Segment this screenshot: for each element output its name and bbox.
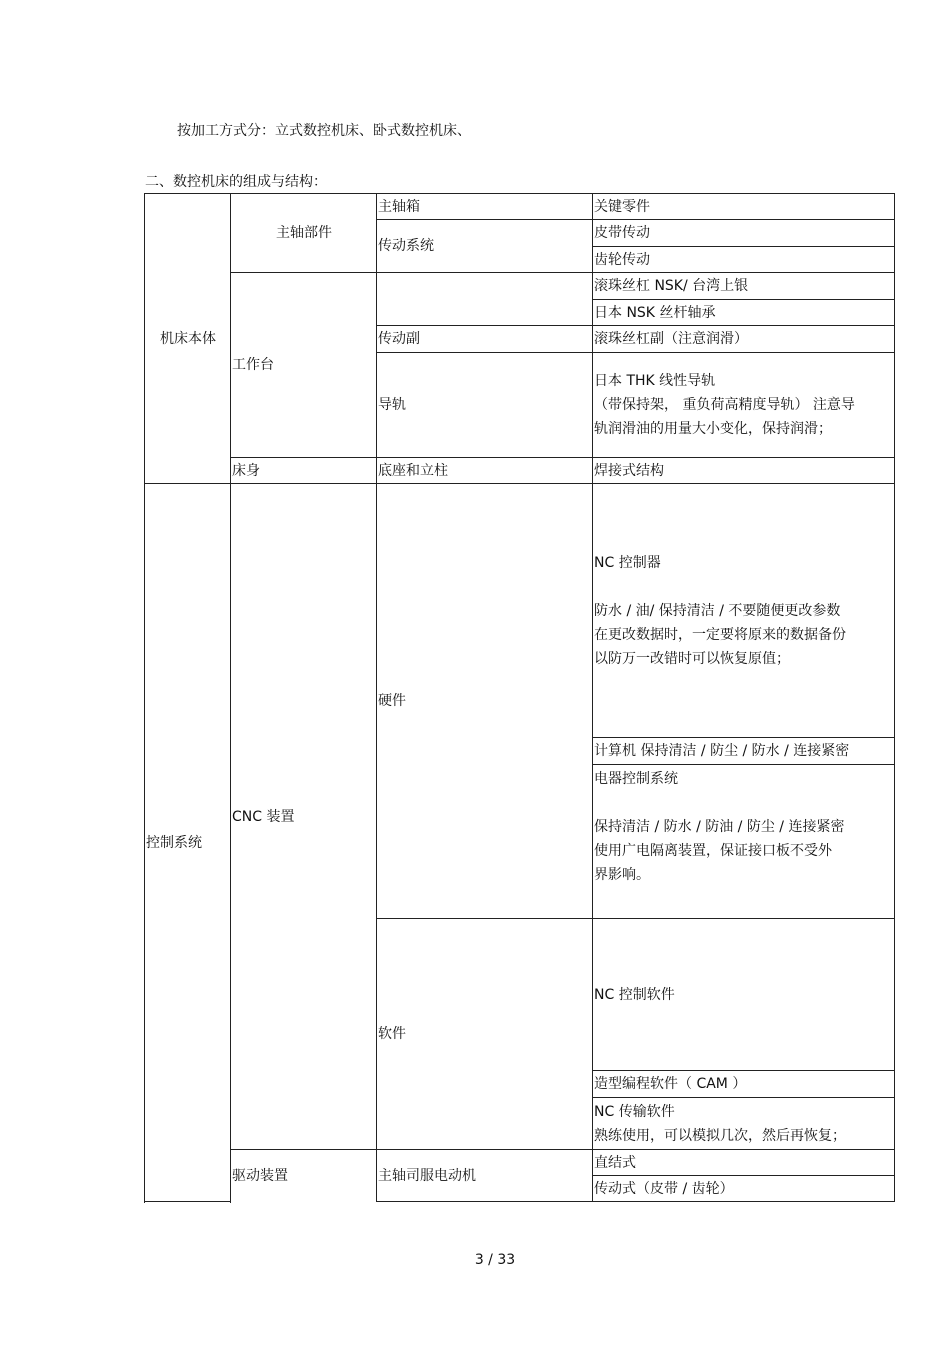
cell-direct: 直结式 [593,1150,895,1176]
cell-gear-drive: 齿轮传动 [593,247,895,273]
cell-cam-software: 造型编程软件（ CAM ） [593,1071,895,1098]
nc-transfer-note: 熟练使用，可以模拟几次，然后再恢复； [594,1127,846,1144]
cell-welded: 焊接式结构 [593,458,895,484]
nc-controller-line-3: 以防万一改错时可以恢复原值； [594,650,790,667]
cell-transmission-pair: 传动副 [377,326,593,353]
cell-drive-device: 驱动装置 [231,1150,377,1202]
cell-spindle-parts: 主轴部件 [231,194,377,273]
cell-belt-drive: 皮带传动 [593,220,895,247]
cell-screw-bearing: 日本 NSK 丝杆轴承 [593,300,895,326]
nc-controller-line-2: 在更改数据时，一定要将原来的数据备份 [594,626,846,643]
cell-spindle-servo: 主轴司服电动机 [377,1150,593,1202]
cell-base-column: 底座和立柱 [377,458,593,484]
cell-worktable: 工作台 [231,273,377,458]
guide-line-2: （带保持架， 重负荷高精度导轨） 注意导 [594,397,855,413]
cell-empty [377,273,593,326]
cell-key-parts: 关键零件 [593,194,895,220]
electric-title: 电器控制系统 [594,771,678,787]
cell-bed: 床身 [231,458,377,484]
electric-line-2: 使用广电隔离装置，保证接口板不受外 [594,843,832,859]
cell-ball-screw-pair: 滚珠丝杠副（注意润滑） [593,326,895,353]
cell-spindle-box: 主轴箱 [377,194,593,220]
cell-ball-screw-brand: 滚珠丝杠 NSK/ 台湾上银 [593,273,895,300]
nc-controller-title: NC 控制器 [594,554,661,571]
cell-software: 软件 [377,919,593,1150]
intro-paragraph: 按加工方式分：立式数控机床、卧式数控机床、 [177,123,471,139]
cell-transmission-system: 传动系统 [377,220,593,273]
page-number: 3 / 33 [474,1252,516,1268]
nc-transfer-title: NC 传输软件 [594,1103,675,1120]
guide-line-1: 日本 THK 线性导轨 [594,373,716,389]
nc-controller-line-1: 防水 / 油/ 保持清洁 / 不要随便更改参数 [594,602,841,619]
cell-hardware: 硬件 [377,484,593,919]
cell-cnc-device: CNC 装置 [231,484,377,1150]
cell-belt-gear: 传动式（皮带 / 齿轮） [593,1176,895,1202]
cell-control-system: 控制系统 [145,484,231,1202]
electric-line-1: 保持清洁 / 防水 / 防油 / 防尘 / 连接紧密 [594,819,845,835]
electric-line-3: 界影响。 [594,867,650,883]
section-title: 二、数控机床的组成与结构： [145,174,327,190]
cell-guide-rail-note [593,353,895,458]
structure-table [144,193,895,1202]
cell-computer: 计算机 保持清洁 / 防尘 / 防水 / 连接紧密 [593,738,895,765]
cell-nc-transfer [593,1098,895,1150]
cell-electric-control [593,765,895,919]
cell-machine-body: 机床本体 [145,194,231,484]
cell-nc-software: NC 控制软件 [593,919,895,1071]
guide-line-3: 轨润滑油的用量大小变化，保持润滑； [594,421,832,437]
cell-guide-rail: 导轨 [377,353,593,458]
cell-nc-controller [593,484,895,738]
